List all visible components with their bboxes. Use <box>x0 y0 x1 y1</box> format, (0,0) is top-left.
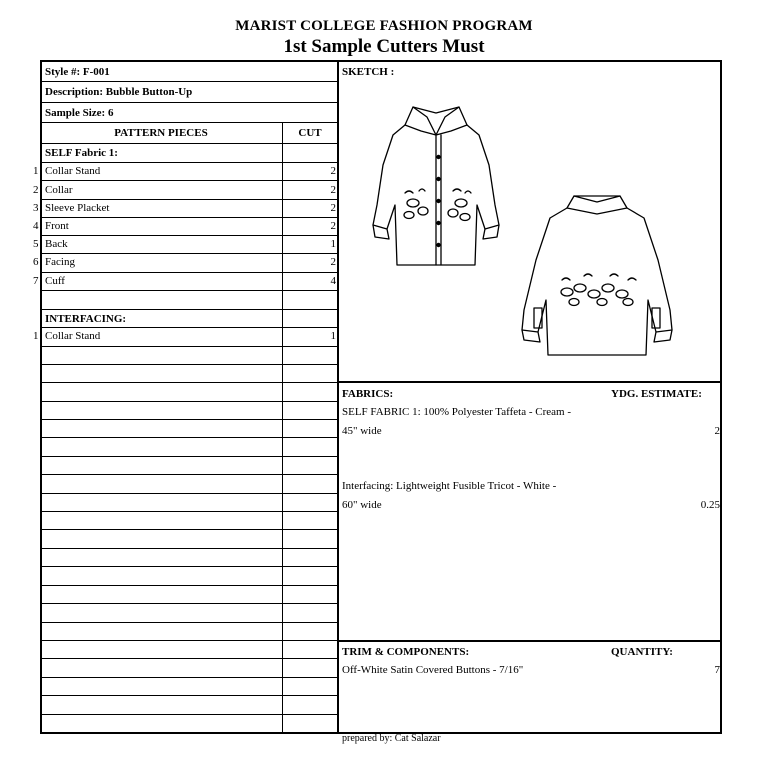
interfacing-item-number: 1 <box>33 330 39 342</box>
interfacing-label: INTERFACING: <box>45 313 127 325</box>
table-row-line <box>40 585 338 586</box>
table-row-line <box>40 401 338 402</box>
table-row-line <box>40 122 338 123</box>
table-row-line <box>40 456 338 457</box>
table-row-line <box>40 272 338 273</box>
cut-column-divider <box>282 123 283 734</box>
self-item-cut: 2 <box>330 165 336 177</box>
table-row-line <box>40 622 338 623</box>
self-item-number: 5 <box>33 238 39 250</box>
table-row-line <box>40 603 338 604</box>
self-item-number: 4 <box>33 220 39 232</box>
table-row-line <box>40 217 338 218</box>
pattern-pieces-header: PATTERN PIECES <box>114 127 208 139</box>
table-row-line <box>40 695 338 696</box>
self-item-cut: 2 <box>330 256 336 268</box>
self-fabric-label: SELF Fabric 1: <box>45 147 118 159</box>
fabric-line2: 60" wide <box>342 499 382 511</box>
self-item-cut: 2 <box>330 220 336 232</box>
table-row-line <box>40 640 338 641</box>
table-row-line <box>40 493 338 494</box>
interfacing-item-name: Collar Stand <box>45 330 101 342</box>
self-item-name: Front <box>45 220 69 232</box>
self-item-name: Collar <box>45 184 73 196</box>
self-item-cut: 4 <box>330 275 336 287</box>
fabric-line1: Interfacing: Lightweight Fusible Tricot - White - <box>342 480 557 492</box>
table-row-line <box>40 346 338 347</box>
cut-header: CUT <box>298 127 322 139</box>
table-row-line <box>40 437 338 438</box>
trim-item-quantity: 7 <box>714 664 720 676</box>
style-number: Style #: F-001 <box>45 66 110 78</box>
fabric-yardage: 0.25 <box>700 499 720 511</box>
table-row-line <box>40 511 338 512</box>
back-garment-sketch <box>512 190 682 365</box>
table-row-line <box>40 382 338 383</box>
document-title: 1st Sample Cutters Must <box>283 36 485 57</box>
self-item-cut: 1 <box>330 238 336 250</box>
description: Description: Bubble Button-Up <box>45 86 193 98</box>
self-item-number: 3 <box>33 202 39 214</box>
fabrics-trim-divider <box>337 640 722 642</box>
self-item-name: Collar Stand <box>45 165 101 177</box>
self-item-number: 1 <box>33 165 39 177</box>
table-row-line <box>40 364 338 365</box>
table-row-line <box>40 419 338 420</box>
fabric-line2: 45" wide <box>342 425 382 437</box>
table-row-line <box>40 81 338 82</box>
self-item-number: 2 <box>33 184 39 196</box>
fabrics-label: FABRICS: <box>342 388 394 400</box>
self-item-name: Sleeve Placket <box>45 202 110 214</box>
prepared-by: prepared by: Cat Salazar <box>342 733 441 744</box>
quantity-label: QUANTITY: <box>611 646 673 658</box>
table-row-line <box>40 548 338 549</box>
self-item-cut: 2 <box>330 202 336 214</box>
self-item-cut: 2 <box>330 184 336 196</box>
sketch-fabrics-divider <box>337 381 722 383</box>
table-row-line <box>40 658 338 659</box>
table-row-line <box>40 102 338 103</box>
table-row-line <box>40 474 338 475</box>
interfacing-item-cut: 1 <box>330 330 336 342</box>
yardage-estimate-label: YDG. ESTIMATE: <box>611 388 702 400</box>
self-item-number: 6 <box>33 256 39 268</box>
trim-label: TRIM & COMPONENTS: <box>342 646 470 658</box>
front-garment-sketch <box>365 95 510 275</box>
program-title: MARIST COLLEGE FASHION PROGRAM <box>235 18 533 34</box>
table-row-line <box>40 253 338 254</box>
table-row-line <box>40 566 338 567</box>
sample-size: Sample Size: 6 <box>45 107 114 119</box>
table-row-line <box>40 677 338 678</box>
self-item-name: Back <box>45 238 68 250</box>
table-row-line <box>40 290 338 291</box>
fabric-line1: SELF FABRIC 1: 100% Polyester Taffeta - Cream - <box>342 406 571 418</box>
table-row-line <box>40 529 338 530</box>
table-row-line <box>40 180 338 181</box>
self-item-name: Facing <box>45 256 75 268</box>
sketch-label: SKETCH : <box>342 66 395 78</box>
table-row-line <box>40 235 338 236</box>
trim-item-name: Off-White Satin Covered Buttons - 7/16" <box>342 664 524 676</box>
self-item-number: 7 <box>33 275 39 287</box>
table-row-line <box>40 714 338 715</box>
self-item-name: Cuff <box>45 275 65 287</box>
fabric-yardage: 2 <box>714 425 720 437</box>
